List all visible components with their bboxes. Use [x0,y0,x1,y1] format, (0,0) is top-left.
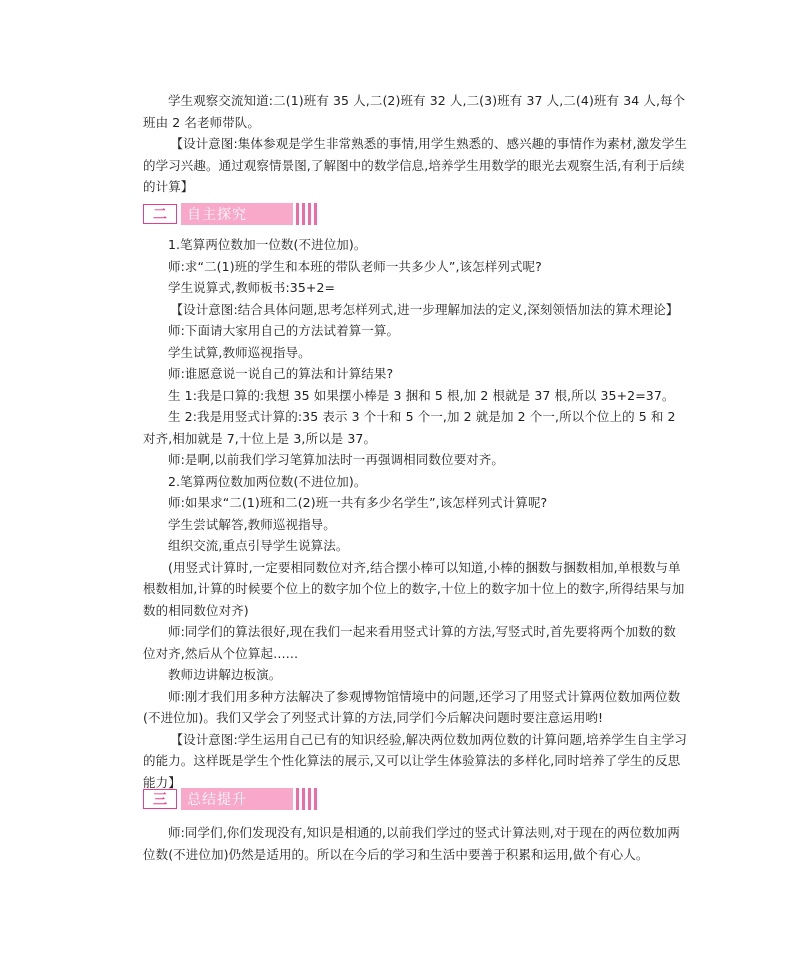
teacher-line: 师:求“二(1)班的学生和本班的带队老师一共多少人”,该怎样列式呢? [168,258,542,274]
step-heading: 2.笔算两位数加两位数(不进位加)。 [168,473,367,489]
section-title: 总结提升 [181,788,293,810]
design-intent-paragraph: 【设计意图:结合具体问题,思考怎样列式,进一步理解加法的定义,深刻领悟加法的算术理论】 [170,301,679,317]
observation-paragraph: 学生观察交流知道:二(1)班有 35 人,二(2)班有 32 人,二(3)班有 37 人,二(4)班有 34 人,每个班由 2 名老师带队。 [143,93,686,130]
step-heading: 1.笔算两位数加一位数(不进位加)。 [168,237,367,252]
student-line: 学生尝试解答,教师巡视指导。 [168,516,336,532]
student-line: 学生试算,教师巡视指导。 [168,344,311,360]
teacher-line: 师:同学们,你们发现没有,知识是相通的,以前我们学过的竖式计算法则,对于现在的两位数加两位数(不进位加)仍然是适用的。所以在今后的学习和生活中要善于积累和运用,做个有心人。 [143,825,681,862]
decorative-stripes [296,203,320,225]
teacher-line: 师:下面请大家用自己的方法试着算一算。 [168,323,400,338]
note-paragraph: (用竖式计算时,一定要相同数位对齐,结合摆小棒可以知道,小棒的捆数与捆数相加,单根数与单根数相加,计算的时候要个位上的数字加个位上的数字,十位上的数字加十位上的数字,所得结果与加数的相同数位对齐) [143,559,685,618]
student-line: 生 2:我是用竖式计算的:35 表示 3 个十和 5 个一,加 2 就是加 2 个一,所以个位上的 5 和 2 对齐,相加就是 7,十位上是 3,所以是 37。 [143,409,676,446]
section-title: 自主探究 [181,203,293,225]
teacher-line: 师:如果求“二(1)班和二(2)班一共有多少名学生”,该怎样列式计算呢? [168,495,548,510]
section-header-summary [143,788,320,810]
teacher-line: 师:刚才我们用多种方法解决了参观博物馆情境中的问题,还学习了用竖式计算两位数加两位数(不进位加)。我们又学会了列竖式计算的方法,同学们今后解决问题时要注意运用哟! [143,688,681,725]
section-header-explore [143,203,320,225]
student-line: 生 1:我是口算的:我想 35 如果摆小棒是 3 捆和 5 根,加 2 根就是 37 根,所以 35+2=37。 [168,387,675,403]
teacher-line: 师:同学们的算法很好,现在我们一起来看用竖式计算的方法,写竖式时,首先要将两个加数的数位对齐,然后从个位算起…… [143,624,676,661]
decorative-stripes [296,788,320,810]
intro-block [143,90,688,198]
instruction-line: 教师边讲解边板演。 [168,667,282,682]
instruction-line: 组织交流,重点引导学生说算法。 [168,538,349,553]
explore-block [143,234,688,793]
section-number-badge: 二 [143,204,177,224]
design-intent-paragraph: 【设计意图:集体参观是学生非常熟悉的事情,用学生熟悉的、感兴趣的事情作为素材,激发学生的学习兴趣。通过观察情景图,了解图中的数学信息,培养学生用数学的眼光去观察生活,有利于后续的计算】 [143,136,687,194]
student-line: 学生说算式,教师板书:35+2= [168,280,336,295]
teacher-line: 师:是啊,以前我们学习笔算加法时一再强调相同数位要对齐。 [168,452,504,467]
design-intent-paragraph: 【设计意图:学生运用自己已有的知识经验,解决两位数加两位数的计算问题,培养学生自主学习的能力。这样既是学生个性化算法的展示,又可以让学生体验算法的多样化,同时培养了学生的反思能力】 [143,731,687,790]
section-number-badge: 三 [143,789,177,809]
summary-block [143,822,688,865]
teacher-line: 师:谁愿意说一说自己的算法和计算结果? [168,366,394,381]
